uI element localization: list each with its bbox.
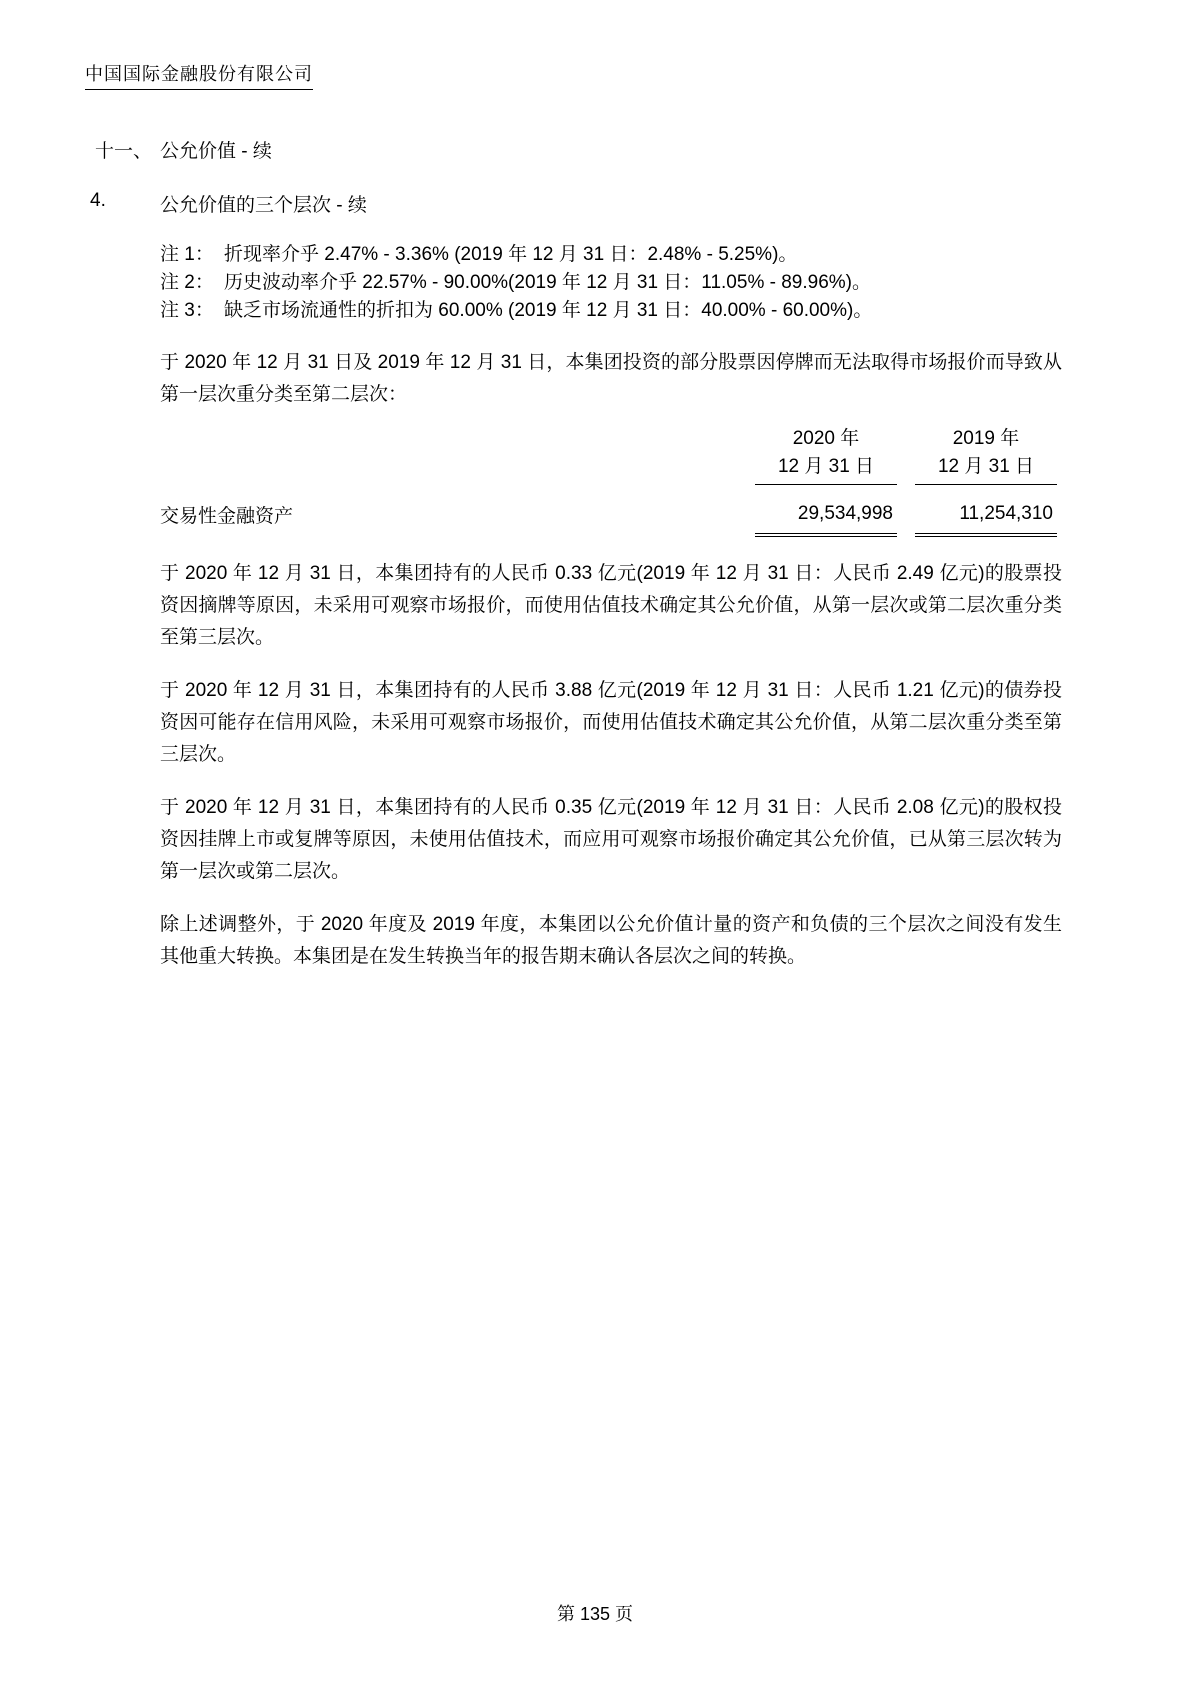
note-label: 注 2： bbox=[160, 272, 214, 293]
column-year: 2020 年 bbox=[792, 428, 860, 449]
column-date: 12 月 31 日 bbox=[915, 453, 1057, 485]
section-heading bbox=[0, 136, 1190, 163]
item-heading bbox=[0, 190, 1190, 217]
company-header bbox=[0, 0, 1190, 90]
notes-list bbox=[160, 241, 1070, 325]
section-number: 十一、 bbox=[95, 141, 153, 162]
column-header-2020 bbox=[755, 425, 897, 485]
note-row-2 bbox=[160, 269, 1070, 297]
row-label: 交易性金融资产 bbox=[160, 506, 294, 527]
body-paragraph-2: 于 2020 年 12 月 31 日，本集团持有的人民币 3.88 亿元(2019 年 12 月 31 日：人民币 1.21 亿元)的债券投资因可能存在信用风险，未采用可观察市场报价，而使用估值技术确定其公允价值，从第二层次重分类至第三层次。 bbox=[160, 680, 1062, 765]
column-header-2019 bbox=[915, 425, 1057, 485]
note-text: 历史波动率介乎 22.57% - 90.00%(2019 年 12 月 31 日：11.05% - 89.96%)。 bbox=[224, 272, 871, 293]
table-row bbox=[160, 500, 1057, 537]
note-text: 缺乏市场流通性的折扣为 60.00% (2019 年 12 月 31 日：40.00% - 60.00%)。 bbox=[224, 300, 873, 321]
note-row-3 bbox=[160, 297, 1070, 325]
note-row-1 bbox=[160, 241, 1070, 269]
item-number: 4. bbox=[90, 190, 106, 211]
page-number: 第 135 页 bbox=[556, 1604, 634, 1624]
body-paragraph-3: 于 2020 年 12 月 31 日，本集团持有的人民币 0.35 亿元(2019 年 12 月 31 日：人民币 2.08 亿元)的股权投资因挂牌上市或复牌等原因，未使用估值技术，而应用可观察市场报价确定其公允价值，已从第三层次转为第一层次或第二层次。 bbox=[160, 797, 1062, 882]
value-2020: 29,534,998 bbox=[755, 500, 897, 537]
column-year: 2019 年 bbox=[952, 428, 1020, 449]
company-name: 中国国际金融股份有限公司 bbox=[85, 60, 313, 90]
table-header-row bbox=[160, 425, 1057, 485]
value-2019: 11,254,310 bbox=[915, 500, 1057, 537]
column-date: 12 月 31 日 bbox=[755, 453, 897, 485]
intro-paragraph: 于 2020 年 12 月 31 日及 2019 年 12 月 31 日，本集团投资的部分股票因停牌而无法取得市场报价而导致从第一层次重分类至第二层次： bbox=[160, 352, 1062, 405]
section-title: 公允价值 - 续 bbox=[160, 141, 272, 162]
note-label: 注 1： bbox=[160, 244, 214, 265]
note-text: 折现率介乎 2.47% - 3.36% (2019 年 12 月 31 日：2.48% - 5.25%)。 bbox=[224, 244, 798, 265]
item-title: 公允价值的三个层次 - 续 bbox=[160, 195, 367, 216]
note-label: 注 3： bbox=[160, 300, 214, 321]
reclassification-table bbox=[160, 425, 1057, 537]
body-paragraph-1: 于 2020 年 12 月 31 日，本集团持有的人民币 0.33 亿元(2019 年 12 月 31 日：人民币 2.49 亿元)的股票投资因摘牌等原因，未采用可观察市场报价，而使用估值技术确定其公允价值，从第一层次或第二层次重分类至第三层次。 bbox=[160, 563, 1062, 648]
body-paragraph-4: 除上述调整外，于 2020 年度及 2019 年度，本集团以公允价值计量的资产和负债的三个层次之间没有发生其他重大转换。本集团是在发生转换当年的报告期末确认各层次之间的转换。 bbox=[160, 914, 1062, 967]
